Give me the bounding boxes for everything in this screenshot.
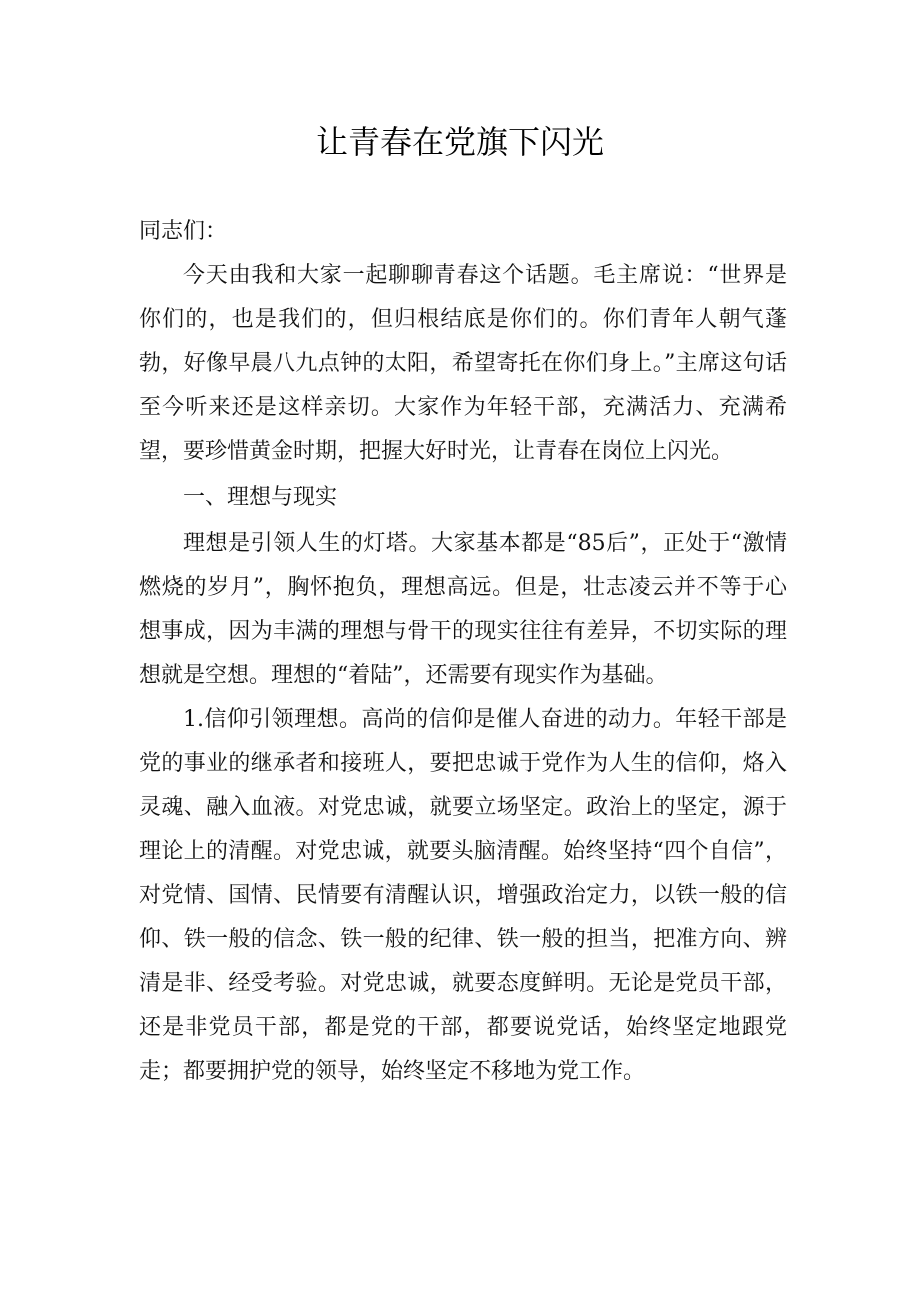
section-heading: 一、理想与现实 <box>183 485 338 510</box>
salutation: 同志们： <box>139 219 228 244</box>
paragraph-belief: 1.信仰引领理想。高尚的信仰是催人奋进的动力。年轻干部是党的事业的继承者和接班人，要把忠诚于党作为人生的信仰，烙入灵魂、融入血液。对党忠诚，就要立场坚定。政治上的坚定，源于理论上的清醒。对党忠诚，就要头脑清醒。始终坚持“四个自信”，对党情、国情、民情要有清醒认识，增强政治定力，以铁一般的信仰、铁一般的信念、铁一般的纪律、铁一般的担当，把准方向、辨清是非、经受考验。对党忠诚，就要态度鲜明。无论是党员干部，还是非党员干部，都是党的干部，都要说党话，始终坚定地跟党走；都要拥护党的领导，始终坚定不移地为党工作。 <box>139 707 787 1084</box>
paragraph-ideal: 理想是引领人生的灯塔。大家基本都是“85后”，正处于“激情燃烧的岁月”，胸怀抱负，理想高远。但是，壮志凌云并不等于心想事成，因为丰满的理想与骨干的现实往往有差异，不切实际的理想就是空想。理想的“着陆”，还需要有现实作为基础。 <box>139 531 787 688</box>
document-body <box>139 210 787 1094</box>
document-title: 让青春在党旗下闪光 <box>315 123 604 161</box>
paragraph-intro: 今天由我和大家一起聊聊青春这个话题。毛主席说：“世界是你们的，也是我们的，但归根结底是你们的。你们青年人朝气蓬勃，好像早晨八九点钟的太阳，希望寄托在你们身上。”主席这句话至今听来还是这样亲切。大家作为年轻干部，充满活力、充满希望，要珍惜黄金时期，把握大好时光，让青春在岗位上闪光。 <box>139 263 787 464</box>
